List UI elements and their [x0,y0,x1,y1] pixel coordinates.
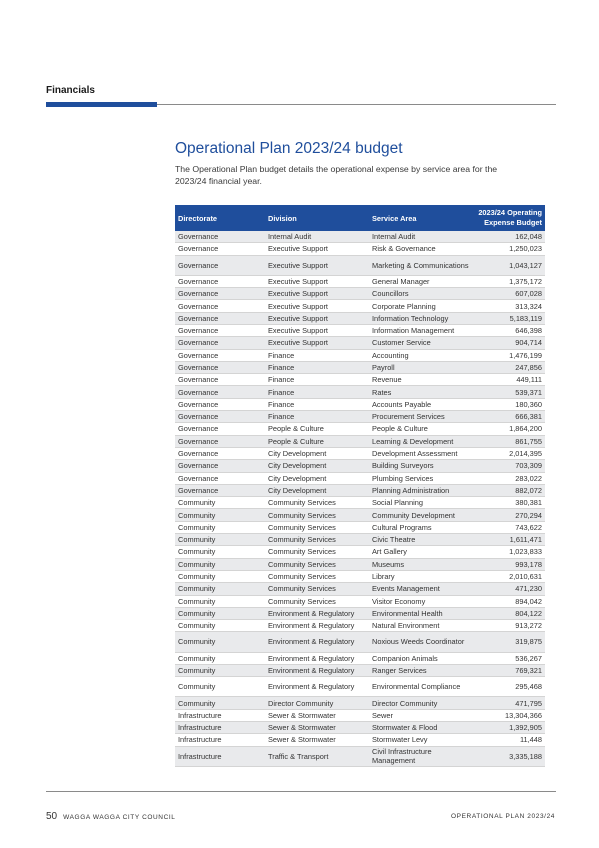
cell-division: Traffic & Transport [265,746,369,766]
cell-directorate: Community [175,697,265,709]
cell-budget: 449,111 [472,374,545,386]
cell-directorate: Community [175,534,265,546]
cell-service-area: Stormwater & Flood [369,721,472,733]
table-row [175,300,545,312]
cell-service-area: Community Development [369,509,472,521]
table-row [175,709,545,721]
cell-directorate: Community [175,595,265,607]
table-row [175,664,545,676]
cell-budget: 804,122 [472,607,545,619]
cell-service-area: Risk & Governance [369,243,472,255]
cell-budget: 247,856 [472,361,545,373]
cell-directorate: Governance [175,312,265,324]
cell-service-area: Library [369,570,472,582]
table-row [175,620,545,632]
cell-service-area: People & Culture [369,423,472,435]
cell-budget: 1,476,199 [472,349,545,361]
cell-directorate: Community [175,632,265,652]
cell-budget: 1,864,200 [472,423,545,435]
cell-service-area: Visitor Economy [369,595,472,607]
cell-division: Executive Support [265,255,369,275]
cell-budget: 1,392,905 [472,721,545,733]
cell-service-area: Noxious Weeds Coordinator [369,632,472,652]
cell-directorate: Governance [175,484,265,496]
cell-division: Finance [265,374,369,386]
cell-directorate: Community [175,509,265,521]
cell-division: Community Services [265,570,369,582]
page-title: Operational Plan 2023/24 budget [175,140,403,157]
cell-service-area: Social Planning [369,497,472,509]
table-row [175,472,545,484]
cell-service-area: Planning Administration [369,484,472,496]
cell-service-area: Environmental Compliance [369,677,472,697]
table-row [175,558,545,570]
cell-budget: 162,048 [472,231,545,243]
table-row [175,361,545,373]
cell-division: Executive Support [265,275,369,287]
cell-directorate: Governance [175,288,265,300]
cell-directorate: Infrastructure [175,734,265,746]
cell-division: Finance [265,386,369,398]
cell-budget: 539,371 [472,386,545,398]
cell-division: Environment & Regulatory [265,607,369,619]
table-row [175,607,545,619]
table-row [175,509,545,521]
cell-service-area: Civic Theatre [369,534,472,546]
header-directorate: Directorate [175,205,265,231]
cell-division: Community Services [265,497,369,509]
cell-budget: 1,250,023 [472,243,545,255]
cell-directorate: Governance [175,447,265,459]
cell-budget: 319,875 [472,632,545,652]
cell-division: Community Services [265,558,369,570]
cell-directorate: Governance [175,231,265,243]
cell-directorate: Community [175,583,265,595]
cell-budget: 769,321 [472,664,545,676]
cell-directorate: Infrastructure [175,721,265,733]
header-division: Division [265,205,369,231]
cell-directorate: Infrastructure [175,709,265,721]
cell-budget: 5,183,119 [472,312,545,324]
table-row [175,447,545,459]
cell-directorate: Governance [175,374,265,386]
cell-service-area: Development Assessment [369,447,472,459]
cell-budget: 295,468 [472,677,545,697]
cell-service-area: Information Management [369,324,472,336]
page-number: 50 [46,811,58,822]
cell-division: Community Services [265,583,369,595]
table-row [175,374,545,386]
cell-budget: 993,178 [472,558,545,570]
cell-division: Internal Audit [265,231,369,243]
table-row [175,677,545,697]
cell-directorate: Governance [175,275,265,287]
cell-division: Finance [265,398,369,410]
cell-directorate: Governance [175,398,265,410]
cell-service-area: Learning & Development [369,435,472,447]
cell-service-area: Corporate Planning [369,300,472,312]
cell-directorate: Governance [175,349,265,361]
cell-budget: 2,014,395 [472,447,545,459]
table-row [175,411,545,423]
cell-service-area: Sewer [369,709,472,721]
cell-division: Environment & Regulatory [265,632,369,652]
cell-division: Sewer & Stormwater [265,721,369,733]
cell-budget: 666,381 [472,411,545,423]
cell-directorate: Governance [175,435,265,447]
cell-division: Sewer & Stormwater [265,709,369,721]
cell-service-area: Marketing & Communications [369,255,472,275]
cell-division: City Development [265,460,369,472]
cell-budget: 882,072 [472,484,545,496]
cell-budget: 536,267 [472,652,545,664]
cell-budget: 894,042 [472,595,545,607]
table-row [175,497,545,509]
cell-division: Executive Support [265,300,369,312]
cell-budget: 904,714 [472,337,545,349]
table-row [175,570,545,582]
cell-budget: 471,795 [472,697,545,709]
cell-division: Environment & Regulatory [265,677,369,697]
cell-directorate: Governance [175,300,265,312]
cell-directorate: Community [175,677,265,697]
table-row [175,546,545,558]
cell-service-area: Payroll [369,361,472,373]
cell-service-area: Art Gallery [369,546,472,558]
cell-budget: 1,023,833 [472,546,545,558]
cell-division: Executive Support [265,288,369,300]
cell-directorate: Governance [175,337,265,349]
header-accent-bar [46,102,157,107]
table-body [175,231,545,766]
table-row [175,435,545,447]
budget-table [175,205,545,767]
cell-budget: 380,381 [472,497,545,509]
section-title: Financials [46,85,95,96]
table-row [175,460,545,472]
cell-service-area: Plumbing Services [369,472,472,484]
cell-division: Executive Support [265,337,369,349]
cell-service-area: Revenue [369,374,472,386]
cell-budget: 607,028 [472,288,545,300]
cell-budget: 1,611,471 [472,534,545,546]
cell-division: Community Services [265,595,369,607]
cell-budget: 471,230 [472,583,545,595]
cell-directorate: Governance [175,255,265,275]
cell-division: Environment & Regulatory [265,652,369,664]
cell-directorate: Community [175,570,265,582]
cell-budget: 13,304,366 [472,709,545,721]
cell-division: Executive Support [265,243,369,255]
footer-left [46,811,176,822]
header-service-area: Service Area [369,205,472,231]
cell-division: Community Services [265,546,369,558]
table-row [175,423,545,435]
cell-directorate: Governance [175,243,265,255]
cell-directorate: Infrastructure [175,746,265,766]
cell-directorate: Governance [175,460,265,472]
table-row [175,337,545,349]
cell-division: People & Culture [265,435,369,447]
cell-budget: 646,398 [472,324,545,336]
cell-division: City Development [265,472,369,484]
cell-directorate: Governance [175,411,265,423]
table-row [175,632,545,652]
table-row [175,231,545,243]
cell-service-area: Councillors [369,288,472,300]
table-row [175,721,545,733]
cell-directorate: Governance [175,386,265,398]
cell-division: Community Services [265,534,369,546]
table-row [175,521,545,533]
cell-service-area: Procurement Services [369,411,472,423]
cell-service-area: Customer Service [369,337,472,349]
table-row [175,386,545,398]
cell-division: Finance [265,349,369,361]
cell-service-area: Ranger Services [369,664,472,676]
cell-directorate: Governance [175,361,265,373]
cell-division: Executive Support [265,312,369,324]
cell-directorate: Community [175,652,265,664]
cell-service-area: Natural Environment [369,620,472,632]
cell-division: Finance [265,361,369,373]
cell-division: Environment & Regulatory [265,620,369,632]
cell-division: City Development [265,484,369,496]
cell-budget: 3,335,188 [472,746,545,766]
cell-budget: 1,043,127 [472,255,545,275]
table-header-row [175,205,545,231]
table-row [175,595,545,607]
cell-division: Finance [265,411,369,423]
table-row [175,583,545,595]
table-row [175,275,545,287]
cell-service-area: Accounting [369,349,472,361]
cell-service-area: Rates [369,386,472,398]
cell-budget: 703,309 [472,460,545,472]
cell-service-area: Museums [369,558,472,570]
cell-service-area: Companion Animals [369,652,472,664]
cell-budget: 180,360 [472,398,545,410]
cell-division: Sewer & Stormwater [265,734,369,746]
cell-division: Community Services [265,521,369,533]
cell-budget: 11,448 [472,734,545,746]
cell-directorate: Governance [175,423,265,435]
table-row [175,398,545,410]
cell-directorate: Community [175,497,265,509]
cell-budget: 913,272 [472,620,545,632]
cell-service-area: Environmental Health [369,607,472,619]
table-row [175,534,545,546]
header-expense-budget: 2023/24 Operating Expense Budget [472,205,545,231]
table-row [175,697,545,709]
cell-budget: 313,324 [472,300,545,312]
cell-division: Executive Support [265,324,369,336]
table-row [175,349,545,361]
cell-service-area: Accounts Payable [369,398,472,410]
cell-division: Director Community [265,697,369,709]
cell-division: People & Culture [265,423,369,435]
cell-directorate: Community [175,521,265,533]
cell-service-area: Director Community [369,697,472,709]
table-row [175,484,545,496]
cell-directorate: Governance [175,324,265,336]
cell-budget: 743,622 [472,521,545,533]
footer-divider [46,791,556,792]
cell-budget: 2,010,631 [472,570,545,582]
cell-service-area: Building Surveyors [369,460,472,472]
cell-service-area: Cultural Programs [369,521,472,533]
table-row [175,324,545,336]
table-row [175,255,545,275]
table-row [175,243,545,255]
table-row [175,652,545,664]
cell-division: Environment & Regulatory [265,664,369,676]
cell-directorate: Community [175,664,265,676]
intro-text: The Operational Plan budget details the operational expense by service area for the 2023/24 financial year. [175,164,498,186]
cell-service-area: Internal Audit [369,231,472,243]
cell-directorate: Community [175,558,265,570]
cell-division: City Development [265,447,369,459]
footer-document-title: OPERATIONAL PLAN 2023/24 [451,813,555,820]
cell-service-area: Civil Infrastructure Management [369,746,472,766]
table-row [175,288,545,300]
cell-service-area: General Manager [369,275,472,287]
cell-division: Community Services [265,509,369,521]
cell-budget: 1,375,172 [472,275,545,287]
table-row [175,734,545,746]
cell-directorate: Community [175,620,265,632]
cell-directorate: Community [175,607,265,619]
cell-budget: 270,294 [472,509,545,521]
cell-service-area: Information Technology [369,312,472,324]
cell-directorate: Community [175,546,265,558]
cell-service-area: Events Management [369,583,472,595]
cell-budget: 861,755 [472,435,545,447]
cell-directorate: Governance [175,472,265,484]
cell-service-area: Stormwater Levy [369,734,472,746]
table-row [175,746,545,766]
cell-budget: 283,022 [472,472,545,484]
footer-organisation: WAGGA WAGGA CITY COUNCIL [63,814,176,821]
table-row [175,312,545,324]
